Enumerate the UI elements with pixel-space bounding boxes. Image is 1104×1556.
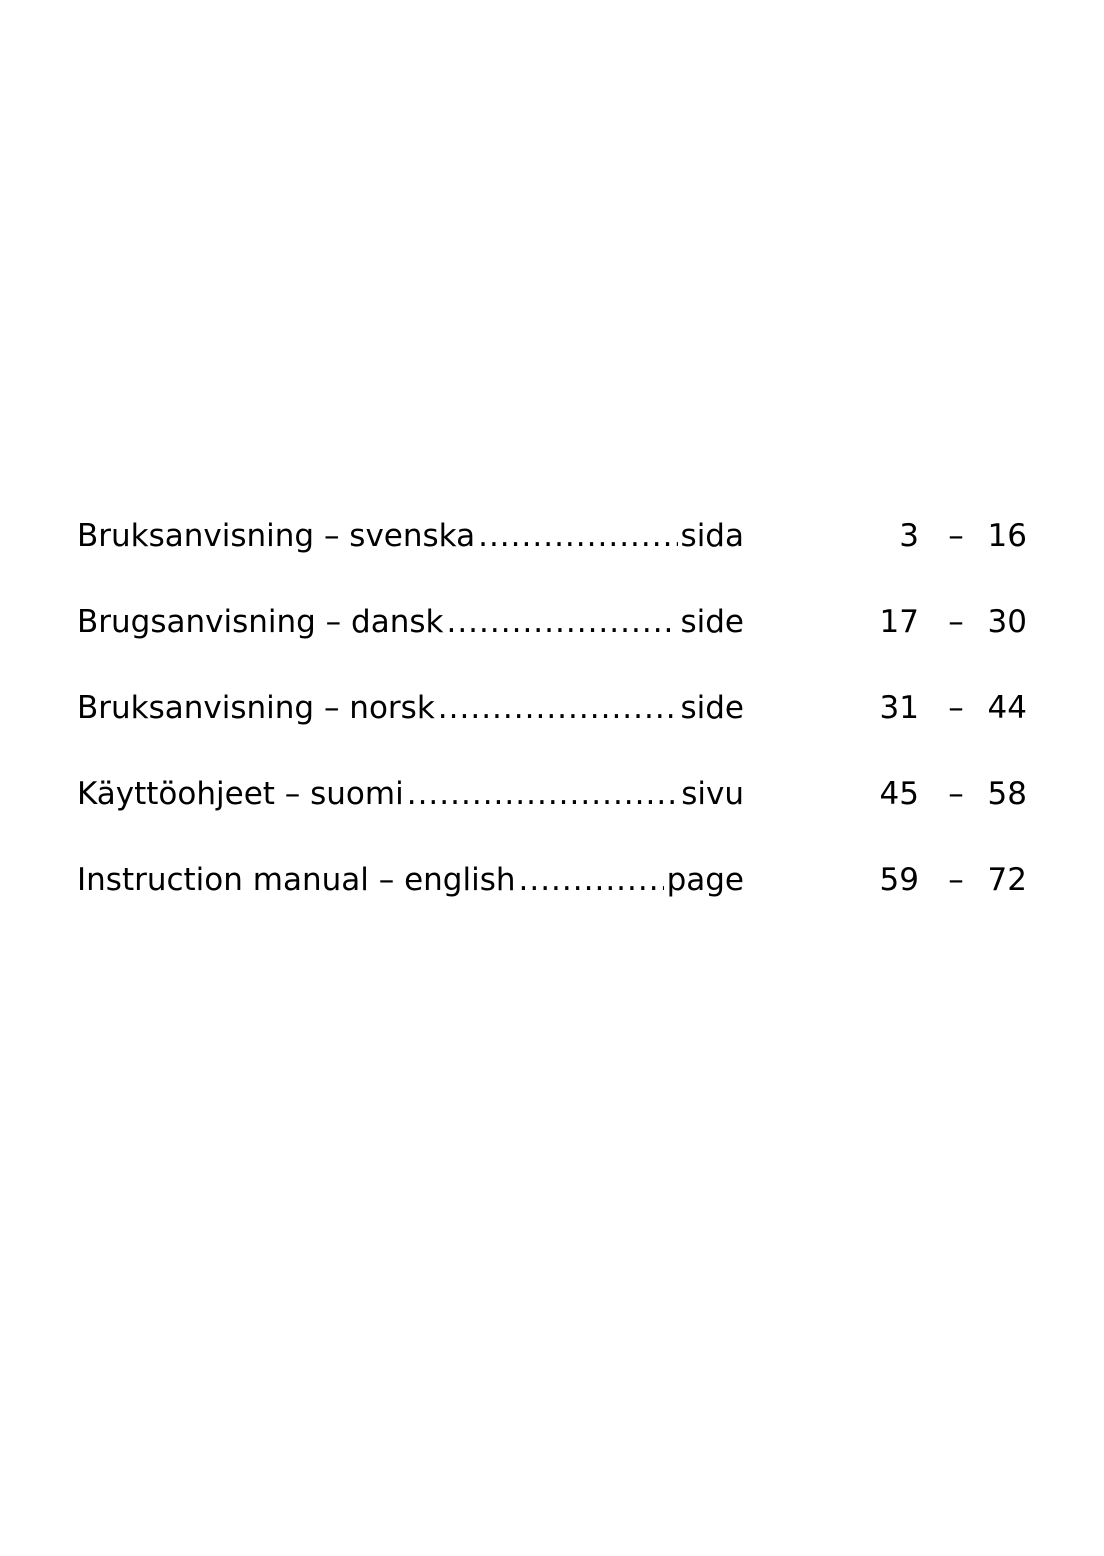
page-range-start: 59 [879, 862, 919, 898]
toc-entry-label [77, 751, 744, 837]
toc-entry-label [77, 837, 744, 923]
page-range-start: 31 [879, 690, 919, 726]
toc-entry-norsk[interactable] [77, 665, 1027, 751]
page-range-dash: – [948, 518, 964, 554]
page-range-start: 17 [879, 604, 919, 640]
page-range-dash: – [948, 776, 964, 812]
table-of-contents [77, 493, 1027, 923]
dot-leader [446, 579, 677, 665]
toc-entry-title: Bruksanvisning – svenska [77, 518, 476, 554]
dot-leader [407, 751, 679, 837]
page-range-dash: – [948, 690, 964, 726]
page-range-end: 30 [987, 604, 1027, 640]
toc-entry-title: Bruksanvisning – norsk [77, 690, 435, 726]
toc-entry-title: Instruction manual – english [77, 862, 516, 898]
toc-entry-label [77, 665, 744, 751]
toc-entry-dansk[interactable] [77, 579, 1027, 665]
toc-entry-title: Käyttöohjeet – suomi [77, 776, 404, 812]
toc-entry-unit: page [666, 862, 744, 898]
dot-leader [478, 493, 677, 579]
toc-entry-title: Brugsanvisning – dansk [77, 604, 444, 640]
dot-leader [438, 665, 678, 751]
toc-entry-label [77, 493, 744, 579]
toc-entry-label [77, 579, 744, 665]
toc-entry-unit: side [680, 604, 744, 640]
toc-entry-suomi[interactable] [77, 751, 1027, 837]
page-range-end: 44 [987, 690, 1027, 726]
toc-entry-english[interactable] [77, 837, 1027, 923]
toc-entry-unit: sida [680, 518, 744, 554]
toc-entry-svenska[interactable] [77, 493, 1027, 579]
page-range-end: 16 [987, 518, 1027, 554]
page-range-start: 3 [899, 518, 919, 554]
dot-leader [519, 837, 664, 923]
toc-entry-unit: sivu [681, 776, 744, 812]
toc-entry-unit: side [680, 690, 744, 726]
page-range-end: 58 [987, 776, 1027, 812]
page-range-dash: – [948, 862, 964, 898]
page-range-dash: – [948, 604, 964, 640]
page-range-end: 72 [987, 862, 1027, 898]
page-range-start: 45 [879, 776, 919, 812]
